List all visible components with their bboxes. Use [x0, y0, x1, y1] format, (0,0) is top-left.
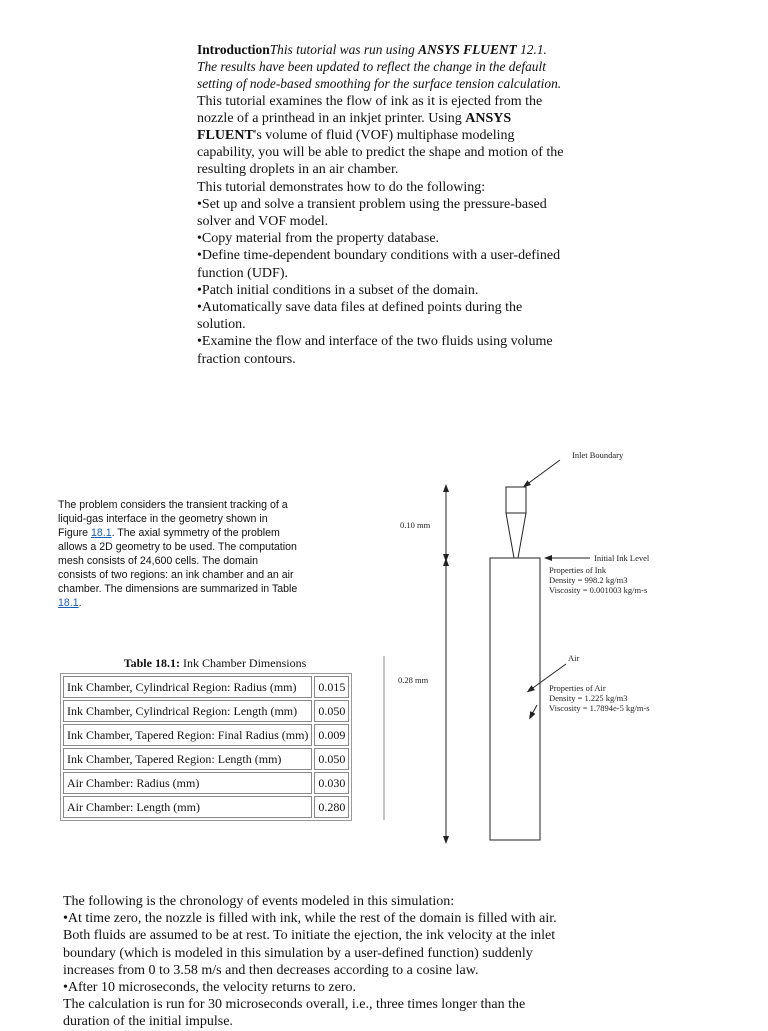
- list-intro: This tutorial demonstrates how to do the following:: [197, 179, 486, 195]
- p1-prefix: This tutorial examines the flow of ink as it is ejected from the nozzle of a printhead in an inkjet printer. Using: [197, 93, 543, 126]
- inlet-label: Inlet Boundary: [572, 450, 624, 460]
- note-prefix: This tutorial was run using: [269, 42, 419, 57]
- p1-rest: 's volume of fluid (VOF) multiphase modeling capability, you will be able to predict the shape and motion of the resulting droplets in an air chamber.: [197, 128, 564, 178]
- bullet-item: •Examine the flow and interface of the two fluids using volume fraction contours.: [197, 334, 553, 367]
- table-link[interactable]: 18.1: [58, 597, 79, 609]
- problem-text-a: The problem considers the transient tracking of a liquid-gas interface in the geometry shown in Figure: [58, 499, 288, 539]
- row-value: 0.050: [314, 700, 349, 722]
- caption-text: Ink Chamber Dimensions: [179, 656, 307, 670]
- chronology-line: •After 10 microseconds, the velocity returns to zero.: [63, 980, 356, 996]
- dim-bottom-label: 0.28 mm: [398, 675, 429, 685]
- row-label: Ink Chamber, Cylindrical Region: Radius (mm): [63, 676, 312, 698]
- intro-heading: Introduction: [197, 42, 270, 57]
- row-value: 0.009: [314, 724, 349, 746]
- p1-product: ANSYS FLUENT: [197, 110, 512, 144]
- caption-number: Table 18.1:: [123, 656, 180, 670]
- air-props-title: Properties of Air: [549, 683, 606, 693]
- bullet-item: •Patch initial conditions in a subset of the domain.: [197, 282, 479, 298]
- row-value: 0.015: [314, 676, 349, 698]
- row-label: Ink Chamber, Tapered Region: Length (mm): [63, 748, 312, 770]
- row-label: Air Chamber: Radius (mm): [63, 772, 312, 794]
- air-density: Density = 1.225 kg/m3: [549, 693, 628, 703]
- ink-density: Density = 998.2 kg/m3: [549, 575, 628, 585]
- chronology-line: The calculation is run for 30 microseconds overall, i.e., three times longer than the duration of the initial impulse.: [63, 997, 526, 1030]
- row-value: 0.280: [314, 796, 349, 818]
- nozzle-shape: [506, 487, 526, 558]
- ink-level-label: Initial Ink Level: [594, 553, 650, 563]
- bullet-item: •Define time-dependent boundary conditions with a user-defined function (UDF).: [197, 248, 561, 281]
- chronology-section: [63, 893, 573, 1031]
- row-value: 0.050: [314, 748, 349, 770]
- row-label: Ink Chamber, Tapered Region: Final Radius (mm): [63, 724, 312, 746]
- air-props-leader: [531, 705, 537, 716]
- row-value: 0.030: [314, 772, 349, 794]
- air-chamber-shape: [490, 558, 540, 840]
- problem-text-c: .: [78, 597, 82, 609]
- row-label: Air Chamber: Length (mm): [63, 796, 312, 818]
- figure-link[interactable]: 18.1: [90, 527, 112, 539]
- dim-top-label: 0.10 mm: [400, 520, 431, 530]
- chronology-line: The following is the chronology of events modeled in this simulation:: [63, 894, 455, 909]
- row-label: Ink Chamber, Cylindrical Region: Length (mm): [63, 700, 312, 722]
- bullet-item: •Automatically save data files at defined points during the solution.: [197, 300, 523, 333]
- chronology-line: •At time zero, the nozzle is filled with ink, while the rest of the domain is filled with air. Both fluids are assumed to be at rest. To initiate the ejection, the ink velocity at the inlet boundary (which is modeled in this simulation by a user-defined function) suddenly increases from 0 to 3.58 m/s and then decreases according to a cosine law.: [63, 911, 557, 978]
- air-viscosity: Viscosity = 1.7894e-5 kg/m-s: [549, 703, 650, 713]
- bullet-item: •Set up and solve a transient problem using the pressure-based solver and VOF model.: [197, 196, 547, 230]
- note-rest: 12.1. The results have been updated to reflect the change in the default setting of node-based smoothing for the surface tension calculation.: [197, 42, 562, 92]
- inlet-leader: [526, 460, 560, 485]
- ink-props-title: Properties of Ink: [549, 565, 607, 575]
- note-product: ANSYS FLUENT: [418, 42, 517, 57]
- air-label: Air: [568, 653, 580, 663]
- ink-viscosity: Viscosity = 0.001003 kg/m-s: [549, 585, 648, 595]
- bullet-item: •Copy material from the property database.: [197, 231, 440, 247]
- problem-text-b: . The axial symmetry of the problem allows a 2D geometry to be used. The computation mesh consists of 24,600 cells. The domain consists of two regions: an ink chamber and an air chamber. The dimensions are summarized in Table: [58, 527, 298, 595]
